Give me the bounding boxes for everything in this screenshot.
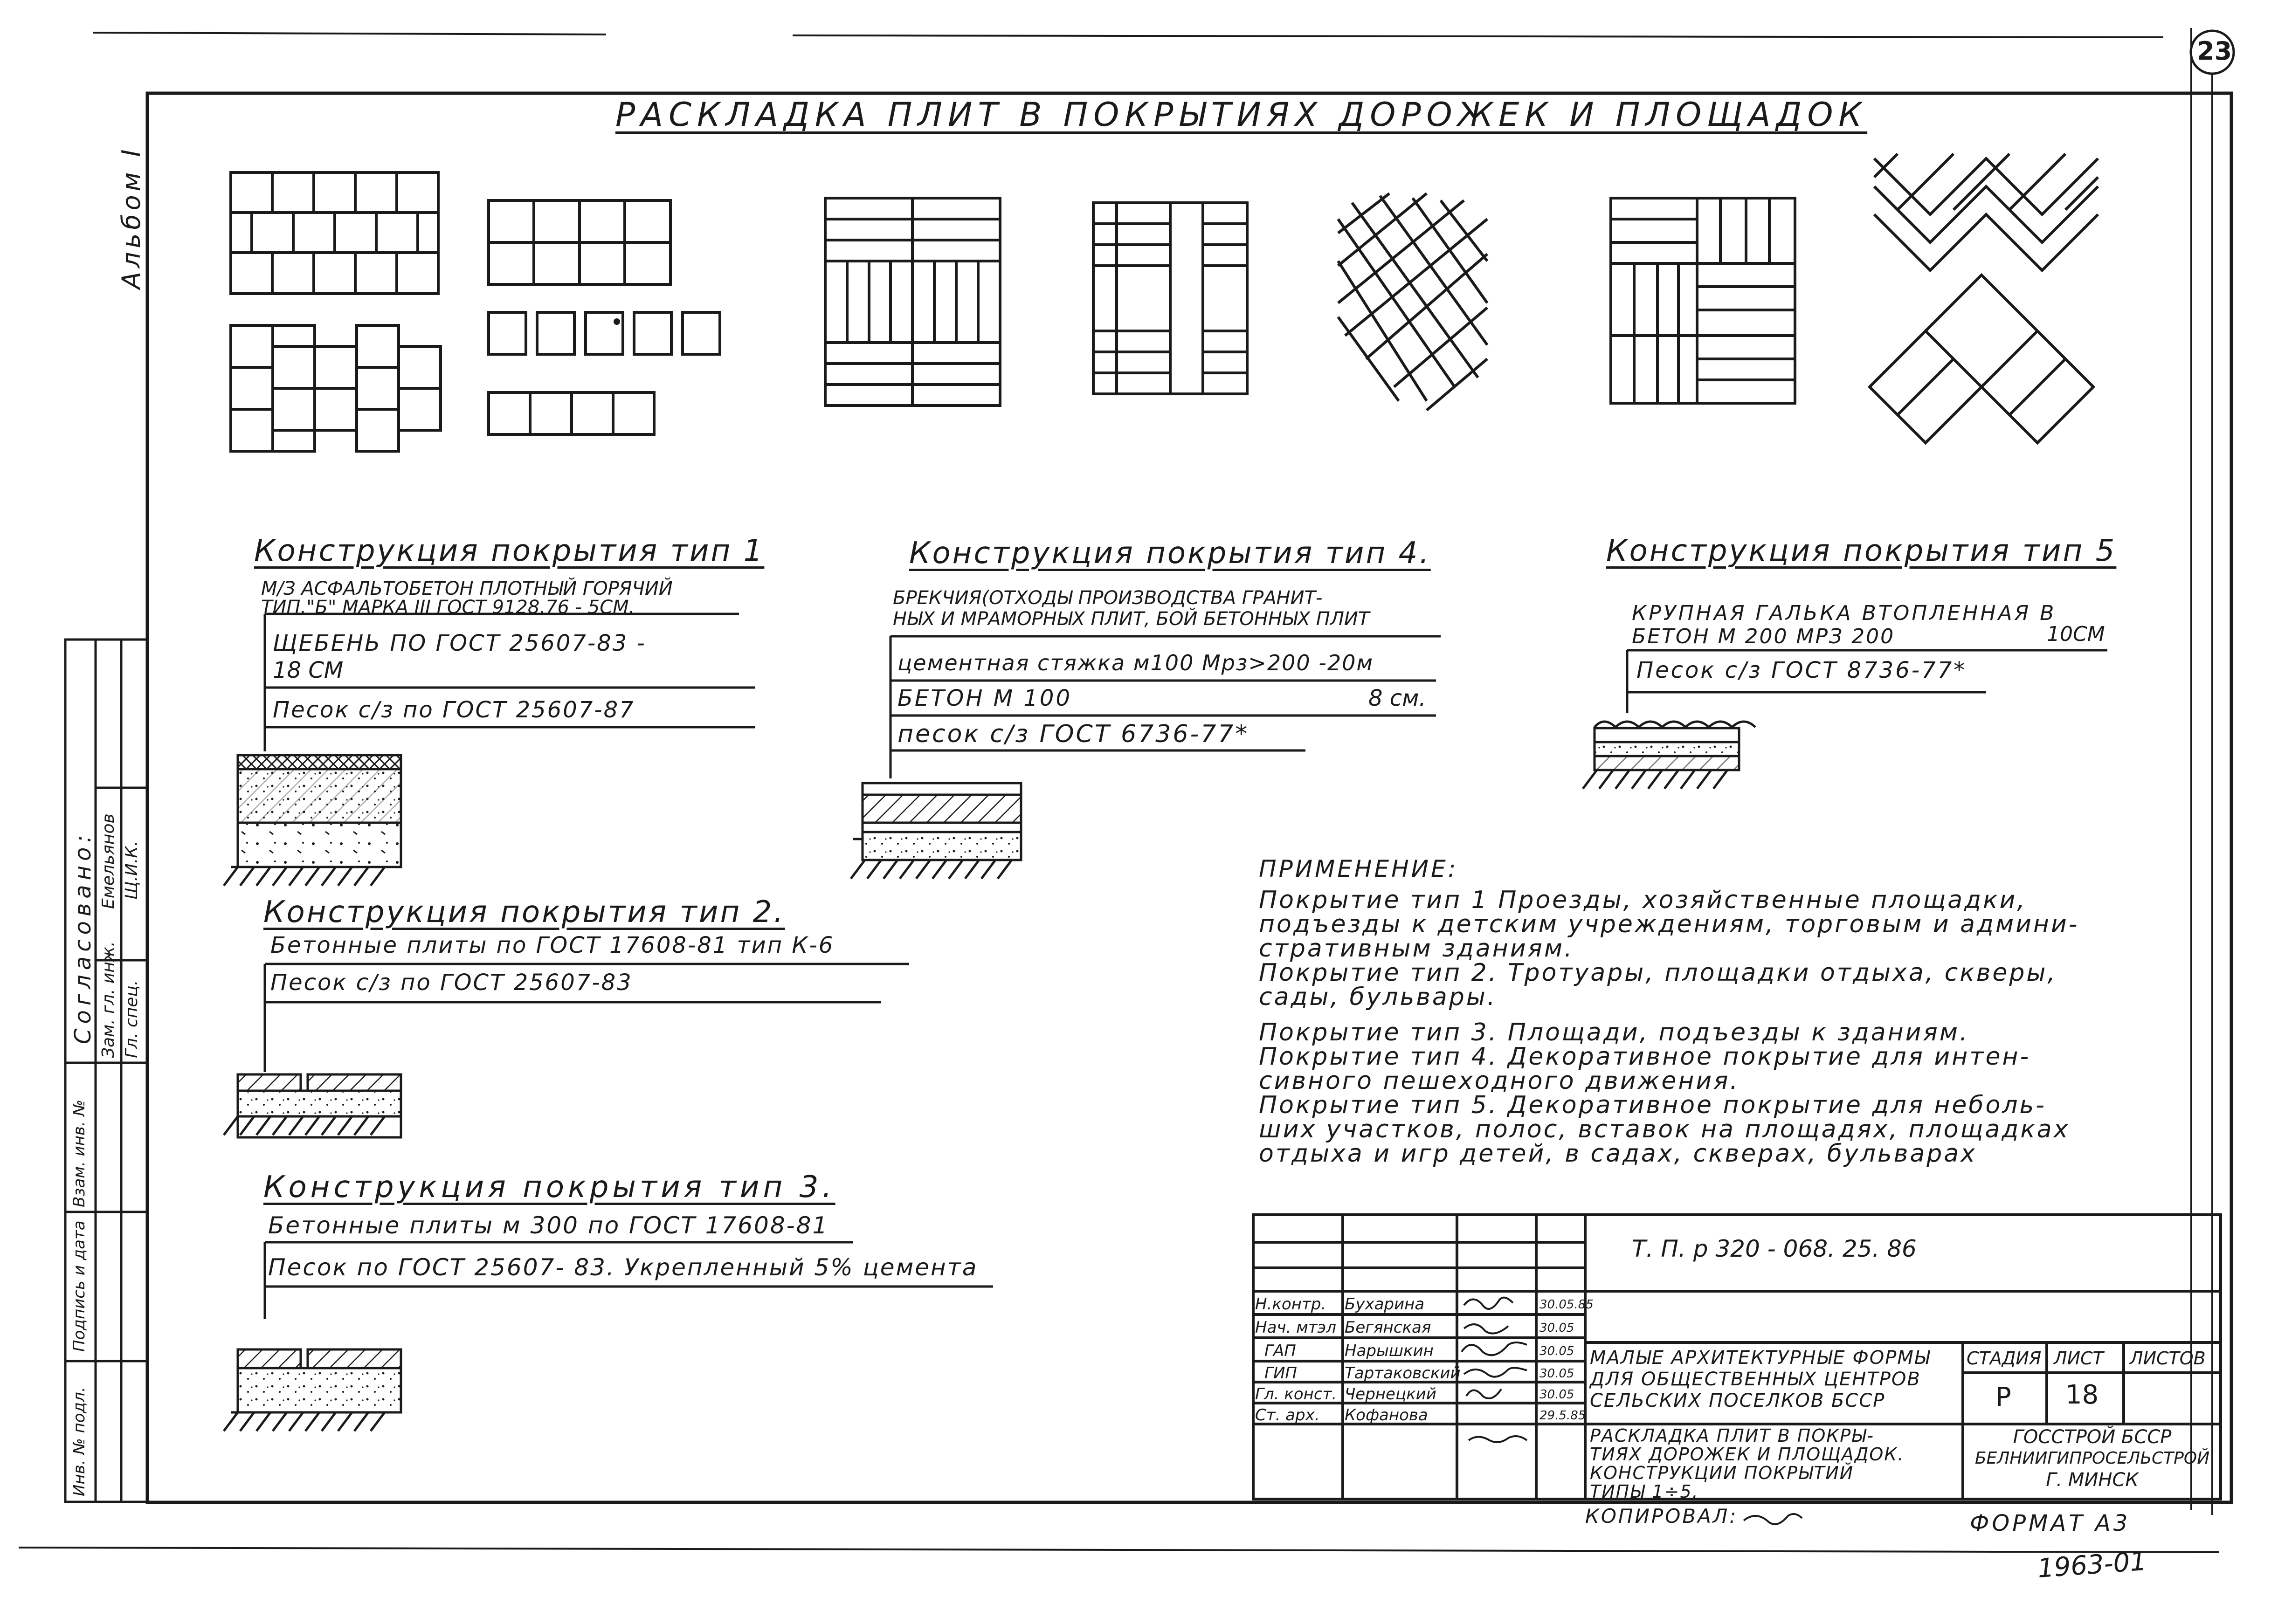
role-date: 30.05 [1539, 1367, 1574, 1381]
application-line: сивного пешеходного движения. [1259, 1067, 1740, 1095]
application-list [1259, 888, 2191, 1166]
application-line: подъезды к детским учреждениям, торговым и админи- [1259, 910, 2079, 938]
type1-layer3: Песок с/з по ГОСТ 25607-87 [273, 697, 635, 723]
layout-pattern-6 [1338, 193, 1487, 410]
type1-layer1-line2: ТИП."Б" МАРКА III ГОСТ 9128.76 - 5СМ. [261, 597, 635, 618]
role-label: Ст. арх. [1255, 1406, 1320, 1424]
project-title-line: МАЛЫЕ АРХИТЕКТУРНЫЕ ФОРМЫ [1590, 1347, 1931, 1369]
side-agreed-label: Согласовано: [70, 830, 96, 1044]
application-line: стративным зданиям. [1259, 935, 1574, 963]
layout-pattern-9 [1870, 275, 2093, 443]
approval-row [1255, 1382, 1581, 1403]
type1-layer2-line2: 18 СМ [273, 657, 344, 683]
sheet-title [1590, 1426, 1904, 1501]
role-label: Н.контр. [1255, 1295, 1326, 1314]
role-label: Нач. мтэл [1255, 1318, 1336, 1337]
type5-layer1-line2: БЕТОН М 200 МРЗ 200 [1632, 625, 1895, 648]
application-line: сады, бульвары. [1259, 983, 1497, 1011]
type1-layer2-line1: ЩЕБЕНЬ ПО ГОСТ 25607-83 - [273, 630, 646, 656]
role-label: Гл. конст. [1255, 1385, 1337, 1404]
stage-value: Р [1995, 1382, 2011, 1412]
type2-section [224, 1074, 401, 1137]
role-name: Бегянская [1345, 1318, 1431, 1337]
album-label: Альбом I [117, 145, 146, 289]
type3-layer1: Бетонные плиты м 300 по ГОСТ 17608-81 [268, 1212, 829, 1239]
org-line: БЕЛНИИГИПРОСЕЛЬСТРОЙ [1974, 1449, 2210, 1468]
application-line: отдыха и игр детей, в садах, скверах, бульварах [1259, 1140, 1977, 1168]
org-line: ГОССТРОЙ БССР [2013, 1426, 2172, 1448]
project-title [1590, 1347, 1931, 1411]
type4-layer3-thickness: 8 см. [1368, 685, 1426, 711]
application-line: Покрытие тип 5. Декоративное покрытие для неболь- [1259, 1091, 2046, 1119]
approval-row [1255, 1339, 1581, 1362]
role-name: Нарышкин [1345, 1342, 1434, 1360]
sheet-label: ЛИСТ [2054, 1348, 2104, 1369]
side-zam-gl-ing-name: Емельянов [99, 813, 118, 909]
role-date: 30.05 [1539, 1388, 1574, 1402]
type4-layer3-name: БЕТОН М 100 [897, 685, 1072, 711]
application-line: ших участков, полос, вставок на площадях, площадках [1259, 1115, 2070, 1143]
approval-row [1255, 1315, 1581, 1339]
project-title-line: ДЛЯ ОБЩЕСТВЕННЫХ ЦЕНТРОВ [1590, 1369, 1921, 1390]
layout-pattern-2 [231, 325, 441, 451]
sheet-title-line: КОНСТРУКЦИИ ПОКРЫТИЙ [1590, 1463, 1854, 1483]
application-line: Покрытие тип 2. Тротуары, площадки отдыха, скверы, [1259, 959, 2057, 987]
side-gl-spec: Гл. спец. [122, 980, 141, 1058]
type1-section [224, 755, 401, 886]
sheet-title-line: ТИЯХ ДОРОЖЕК И ПЛОЩАДОК. [1590, 1444, 1905, 1465]
layout-pattern-3 [489, 200, 720, 434]
type5-layer1-line1: КРУПНАЯ ГАЛЬКА ВТОПЛЕННАЯ В [1632, 601, 2057, 625]
doc-code: Т. П. р 320 - 068. 25. 86 [1632, 1235, 1917, 1262]
approval-row [1255, 1403, 1586, 1424]
archive-number: 1963-01 [2036, 1546, 2147, 1584]
sheet-title-line: РАСКЛАДКА ПЛИТ В ПОКРЫ- [1590, 1425, 1874, 1446]
copied-label: КОПИРОВАЛ: [1585, 1505, 1738, 1528]
layout-pattern-8 [1874, 154, 2098, 270]
type5-layer1-thickness: 10СМ [2047, 622, 2105, 646]
type2-layer1: Бетонные плиты по ГОСТ 17608-81 тип К-6 [270, 932, 835, 958]
type4-title: Конструкция покрытия тип 4. [909, 536, 1431, 571]
type4-layer2: цементная стяжка м100 Мрз>200 -20м [897, 650, 1374, 675]
type5-layer2: Песок с/з ГОСТ 8736-77* [1636, 657, 1967, 683]
page-number: 23 [2197, 36, 2232, 66]
side-zam-gl-ing: Зам. гл. инж. [99, 941, 118, 1058]
approval-row [1255, 1361, 1581, 1384]
side-inv-orig: Инв. № подл. [70, 1387, 89, 1496]
type3-layer2: Песок по ГОСТ 25607- 83. Укрепленный 5% цемента [268, 1254, 978, 1281]
layout-pattern-4 [825, 198, 1000, 406]
type3-section [224, 1349, 401, 1431]
type3-title: Конструкция покрытия тип 3. [263, 1170, 835, 1204]
type2-layer2: Песок с/з по ГОСТ 25607-83 [270, 970, 633, 996]
role-label: ГАП [1264, 1342, 1296, 1360]
org-line: Г. МИНСК [2046, 1469, 2139, 1491]
side-inv-dup: Взам. инв. № [70, 1100, 89, 1207]
type1-title: Конструкция покрытия тип 1 [254, 534, 765, 568]
type4-layer1-line1: БРЕКЧИЯ(ОТХОДЫ ПРОИЗВОДСТВА ГРАНИТ- [893, 587, 1323, 609]
role-name: Чернецкий [1345, 1385, 1436, 1404]
type4-section [851, 783, 1021, 879]
layout-pattern-1 [231, 172, 438, 294]
application-line: Покрытие тип 4. Декоративное покрытие для интен- [1259, 1043, 2031, 1071]
approval-row [1255, 1292, 1594, 1315]
sheet-value: 18 [2065, 1380, 2099, 1410]
side-stamp-grid [65, 640, 147, 1502]
type2-title: Конструкция покрытия тип 2. [263, 895, 785, 929]
sheet-title-line: ТИПЫ 1÷5. [1590, 1481, 1699, 1502]
role-date: 30.05 [1539, 1344, 1574, 1358]
type5-title: Конструкция покрытия тип 5 [1606, 534, 2117, 568]
side-gl-spec-name: Щ.И.К. [122, 840, 141, 900]
role-date: 29.5.85 [1539, 1409, 1586, 1423]
application-line: Покрытие тип 1 Проезды, хозяйственные площадки, [1259, 886, 2027, 914]
application-heading: ПРИМЕНЕНИЕ: [1259, 855, 1458, 882]
page-title: РАСКЛАДКА ПЛИТ В ПОКРЫТИЯХ ДОРОЖЕК И ПЛОЩАДОК [615, 96, 1868, 134]
type4-layer1-line2: НЫХ И МРАМОРНЫХ ПЛИТ, БОЙ БЕТОННЫХ ПЛИТ [893, 608, 1370, 630]
role-date: 30.05 [1539, 1321, 1574, 1335]
organization [1965, 1426, 2219, 1491]
side-sign-date: Подпись и дата [70, 1220, 89, 1352]
type4-layer4: песок с/з ГОСТ 6736-77* [897, 720, 1250, 748]
role-name: Тартаковский [1345, 1364, 1461, 1383]
layout-pattern-7 [1611, 198, 1795, 403]
project-title-line: СЕЛЬСКИХ ПОСЕЛКОВ БССР [1590, 1390, 1885, 1411]
type5-section [1583, 722, 1755, 789]
layout-pattern-5 [1093, 203, 1247, 394]
role-name: Кофанова [1345, 1406, 1428, 1424]
sheets-label: ЛИСТОВ [2130, 1348, 2206, 1369]
role-date: 30.05.85 [1539, 1298, 1594, 1312]
format-label: ФОРМАТ А3 [1970, 1510, 2131, 1536]
role-name: Бухарина [1345, 1295, 1425, 1314]
role-label: ГИП [1264, 1364, 1297, 1383]
type1-layer1-line1: М/З АСФАЛЬТОБЕТОН ПЛОТНЫЙ ГОРЯЧИЙ [261, 578, 673, 599]
stage-label: СТАДИЯ [1967, 1348, 2042, 1369]
application-line: Покрытие тип 3. Площади, подъезды к зданиям. [1259, 1018, 1969, 1046]
